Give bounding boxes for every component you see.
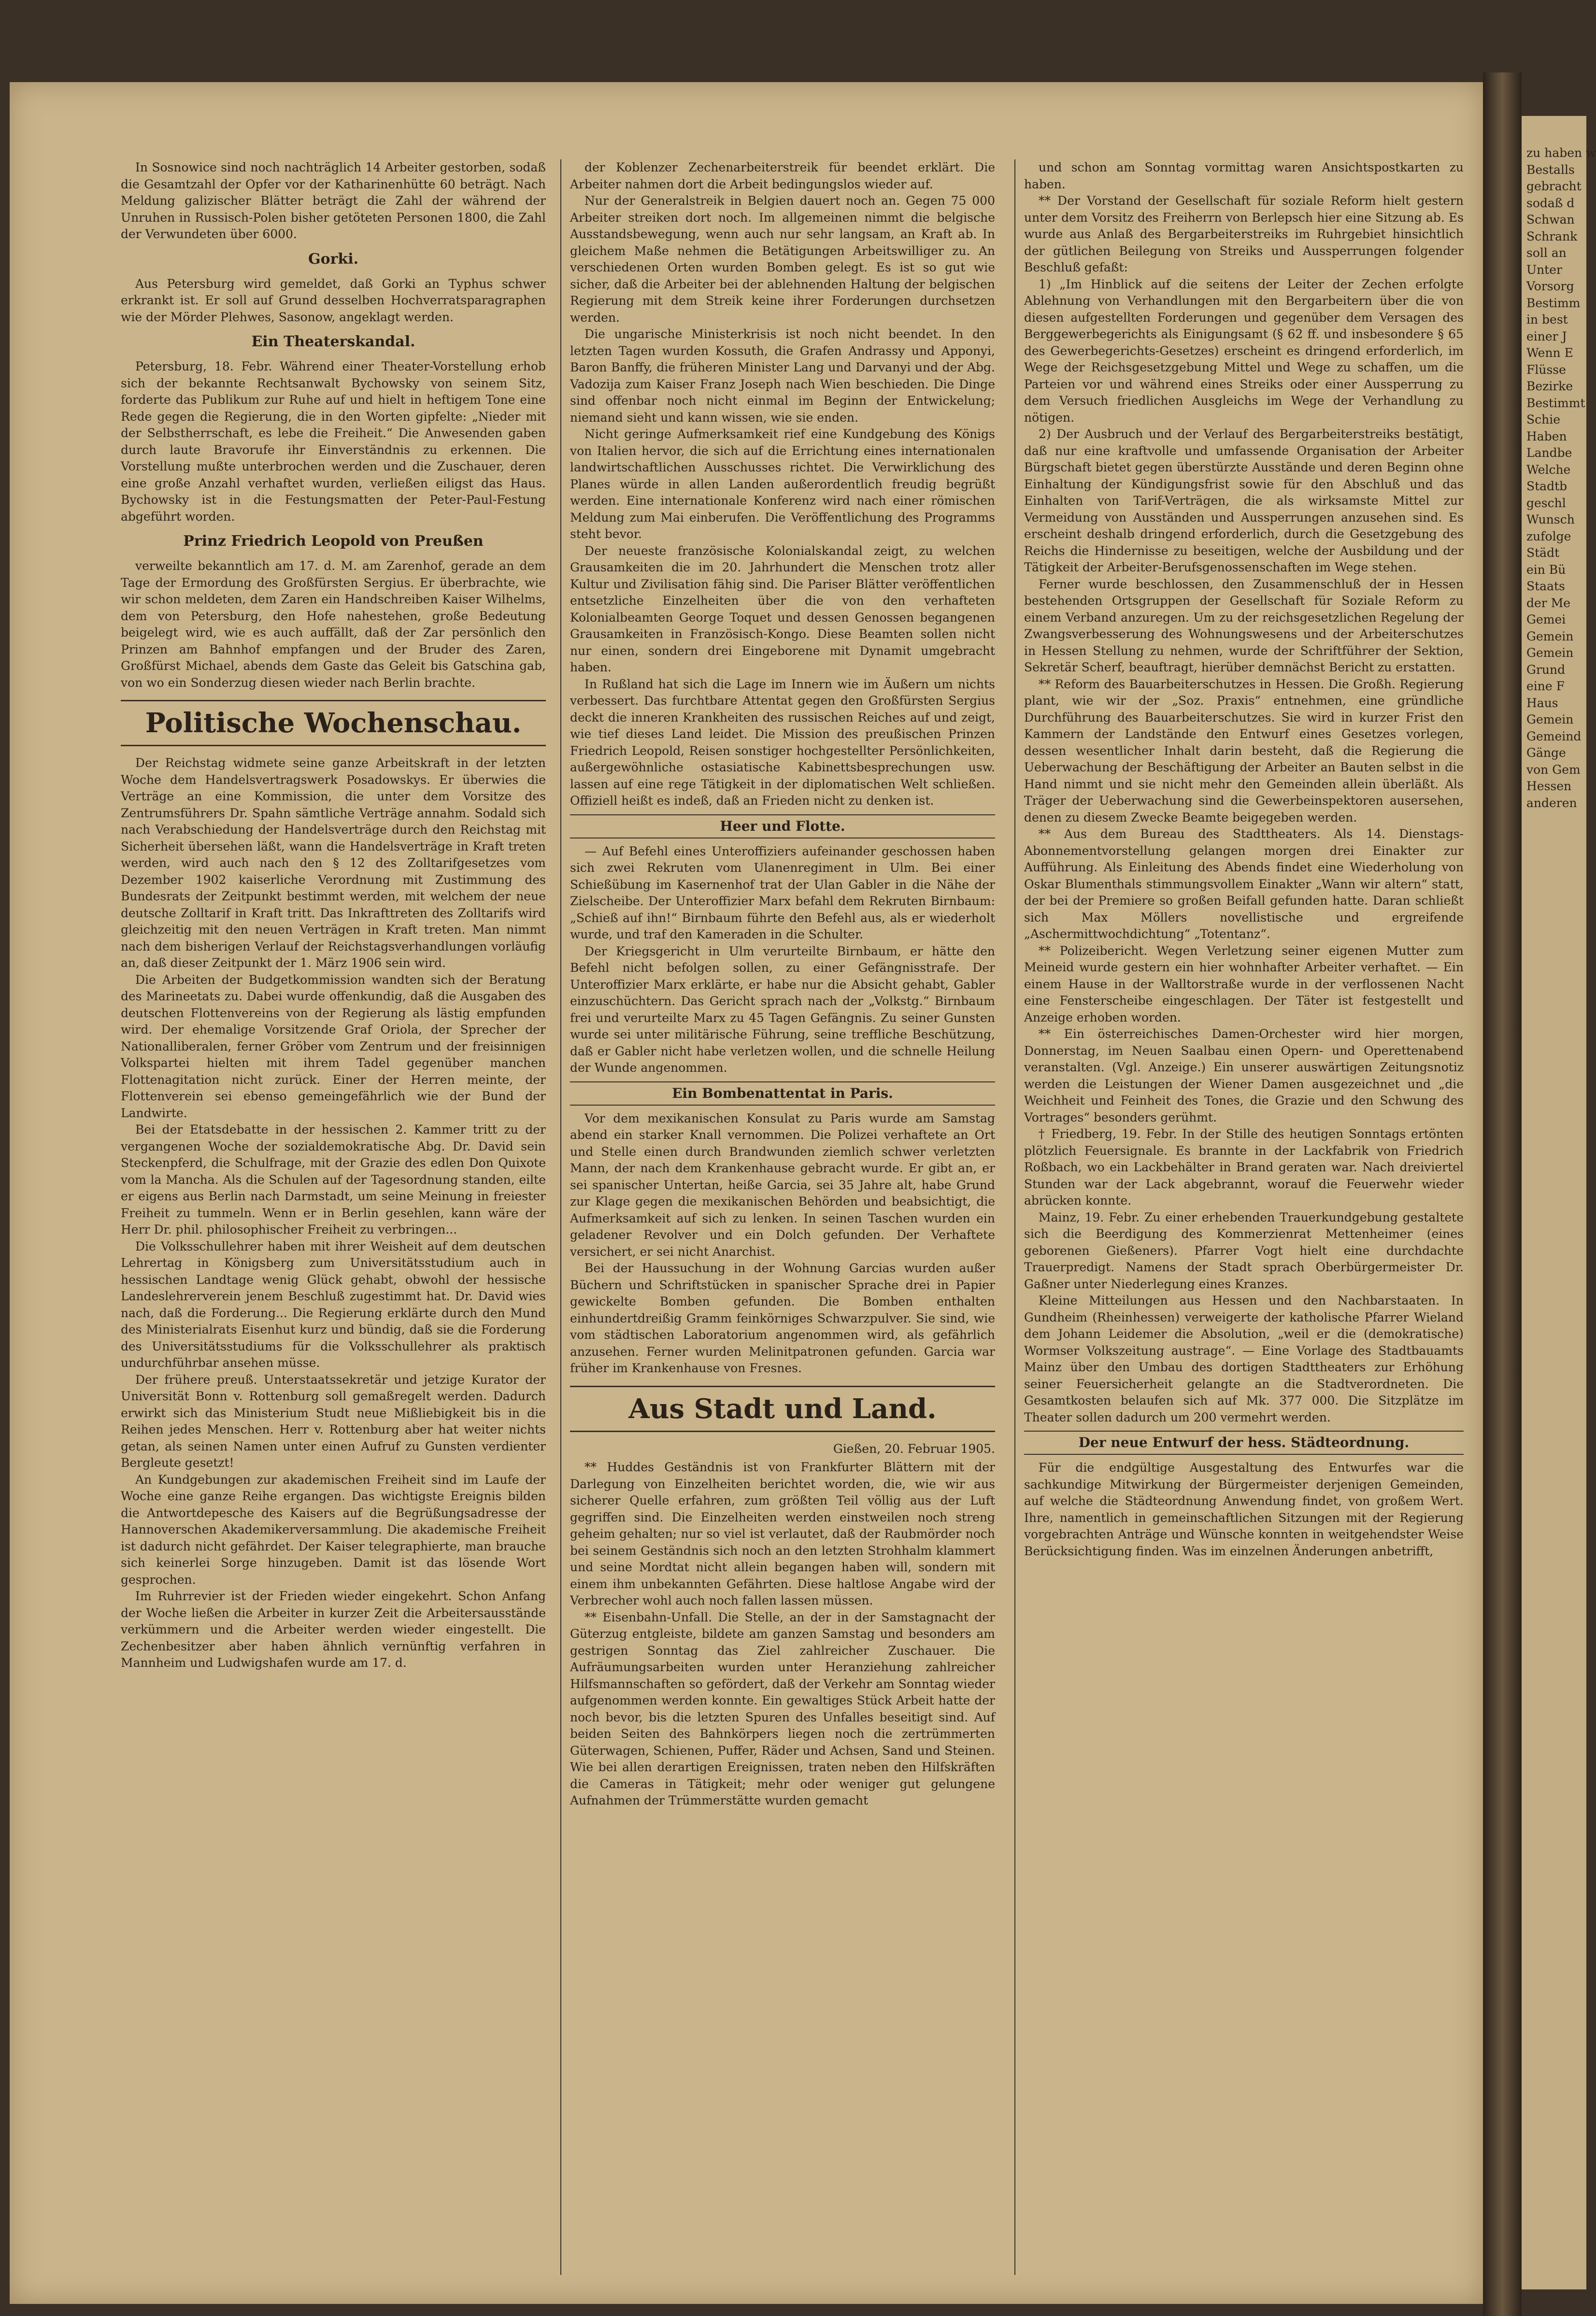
- article-text: ** Reform des Bauarbeiterschutzes in Hessen. Die Großh. Regierung plant, wie wir der „Soz. Praxis“ entnehmen, eine gründliche Durchführung des Bauarbeiterschutzes. Sie wird in kurzer Frist den Kammern der Landstände den Entwurf eines Gesetzes vorlegen, dessen wesentlicher Inhalt darin besteht, daß die Regierung die Ueberwachung der Beschäftigung der Arbeiter an Bauten selbst in die Hand nimmt und sie nicht mehr den Gemeinden allein überläßt. Als Träger der Ueberwachung sind die Gewerbeinspektoren ausersehen, denen zu diesem Zwecke Beamte beigegeben werden.: [1024, 677, 1464, 824]
- facing-page-line: in best: [1526, 313, 1568, 327]
- article-text: † Friedberg, 19. Febr. In der Stille des heutigen Sonntags ertönten plötzlich Feuersignale. Es brannte in der Lackfabrik von Friedrich Roßbach, wo ein Lackbehälter in Brand geraten war. Nach dreiviertel Stunden war der Lack abgebrannt, worauf die Feuerwehr wieder abrücken konnte.: [1024, 1127, 1464, 1208]
- facing-page-edge: [1522, 116, 1596, 2289]
- article-text: Der frühere preuß. Unterstaatssekretär und jetzige Kurator der Universität Bonn v. Rottenburg soll gemaßregelt werden. Dadurch erwirkt sich das Ministerium Studt neue Mißliebigkeit bis in die Reihen jedes Menschen. Herr v. Rottenburg aber hat weiter nichts getan, als seinen Namen unter einen Aufruf zu Gunsten verdienter Bergleute gesetzt!: [121, 1372, 546, 1470]
- column-1: [121, 159, 546, 1672]
- section-heading: Gorki.: [308, 250, 359, 268]
- facing-page-line: Gemeind: [1526, 729, 1582, 743]
- facing-page-line: Bestimm: [1526, 296, 1581, 310]
- article-text: ** Eisenbahn-Unfall. Die Stelle, an der in der Samstagnacht der Güterzug entgleiste, bildete am ganzen Samstag und besonders am gestrigen Sonntag das Ziel zahlreicher Zuschauer. Die Aufräumungsarbeiten wurden unter Heranziehung zahlreicher Hilfsmannschaften so gefördert, daß der Verkehr am Sonntag wieder aufgenommen werden konnte. Ein gewaltiges Stück Arbeit hatte der noch bevor, bis die letzten Spuren des Unfalles beseitigt sind. Auf beiden Seiten des Bahnkörpers liegen noch die zertrümmerten Güterwagen, Schienen, Puffer, Räder und Achsen, Sand und Steinen. Wie bei allen derartigen Ereignissen, traten neben den Hilfskräften die Cameras in Tätigkeit; mehr oder weniger gut gelungene Aufnahmen der Trümmerstätte wurden gemacht: [570, 1610, 995, 1807]
- article-text: Vor dem mexikanischen Konsulat zu Paris wurde am Samstag abend ein starker Knall vernommen. Die Polizei verhaftete an Ort und Stelle einen durch Brandwunden ziemlich schwer verletzten Mann, der nach dem Krankenhause gebracht wurde. Er gibt an, er sei spanischer Untertan, heiße Garcia, sei 35 Jahre alt, habe Grund zur Klage gegen die mexikanischen Behörden und beabsichtigt, die Aufmerksamkeit auf sich zu lenken. In seinen Taschen wurden ein geladener Revolver und ein Dolch gefunden. Der Verhaftete versichert, er sei nicht Anarchist.: [570, 1111, 995, 1259]
- section-heading: Heer und Flotte.: [570, 814, 995, 838]
- article-text: ** Huddes Geständnis ist von Frankfurter Blättern mit der Darlegung von Einzelheiten berichtet worden, die, wie wir aus sicherer Quelle erfahren, zum größten Teil völlig aus der Luft gegriffen sind. Die Einzelheiten werden einstweilen noch streng geheim gehalten; nur so viel ist verlautet, daß der Raubmörder noch bei seinem Geständnis sich noch an den letzten Strohhalm klammert und seine Mordtat nicht allein begangen haben will, sondern mit einem ihm unbekannten Gefährten. Diese haltlose Angabe wird der Verbrecher wohl auch noch fallen lassen müssen.: [570, 1460, 995, 1607]
- facing-page-line: Stadtb: [1526, 479, 1568, 493]
- column-rule: [560, 159, 561, 2275]
- facing-page-line: der Me: [1526, 596, 1571, 610]
- facing-page-line: Welche: [1526, 462, 1571, 477]
- facing-page-line: Gänge: [1526, 746, 1566, 760]
- article-text: Aus Petersburg wird gemeldet, daß Gorki an Typhus schwer erkrankt ist. Er soll auf Grund desselben Hochverratsparagraphen wie der Mörder Plehwes, Sasonow, angeklagt werden.: [121, 276, 546, 324]
- facing-page-line: gebracht: [1526, 179, 1582, 193]
- dateline: Gießen, 20. Februar 1905.: [833, 1441, 995, 1456]
- facing-page-line: zu haben w: [1526, 146, 1596, 160]
- article-text: An Kundgebungen zur akademischen Freiheit sind im Laufe der Woche eine ganze Reihe ergangen. Das wichtigste Ereignis bilden die Antwortdepesche des Kaisers auf die Begrüßungsadresse der Hannoverschen Akademikerversammlung. Die akademische Freiheit ist dadurch nicht gefährdet. Der Kaiser telegraphierte, man brauche sich keinerlei Sorge hinzugeben. Damit ist das lösende Wort gesprochen.: [121, 1472, 546, 1587]
- column-2: [570, 159, 995, 1809]
- article-text: Die ungarische Ministerkrisis ist noch nicht beendet. In den letzten Tagen wurden Kossuth, die Grafen Andrassy und Apponyi, Baron Banffy, die früheren Minister Lang und Darvanyi und der Abg. Vadozija zum Kaiser Franz Joseph nach Wien beschieden. Die Dinge sind offenbar noch nicht einmal im Beginn der Entwickelung; niemand sieht und kann wissen, wie sie enden.: [570, 327, 995, 425]
- facing-page-line: Gemein: [1526, 712, 1574, 726]
- facing-page-line: eine F: [1526, 679, 1565, 693]
- article-text: Im Ruhrrevier ist der Frieden wieder eingekehrt. Schon Anfang der Woche ließen die Arbeiter in kurzer Zeit die Arbeitersausstände verkümmern und die Arbeiter werden wieder eingestellt. Die Zechenbesitzer aber haben ähnlich vernünftig verfahren in Mannheim und Ludwigshafen wurde am 17. d.: [121, 1589, 546, 1670]
- facing-page-line: Gemein: [1526, 646, 1574, 660]
- section-title: Politische Wochenschau.: [121, 700, 546, 746]
- article-text: verweilte bekanntlich am 17. d. M. am Zarenhof, gerade an dem Tage der Ermordung des Großfürsten Sergius. Er überbrachte, wie wir schon meldeten, dem Zaren ein Handschreiben Kaiser Wilhelms, dem von Petersburg, den Hofe nahestehen, große Bedeutung beigelegt wird, wie es auch auffällt, daß der Zar persönlich den Prinzen am Bahnhof empfangen und der Bruder des Zaren, Großfürst Michael, abends dem Gaste das Geleit bis Gatschina gab, von wo ein Sonderzug diesen wieder nach Berlin brachte.: [121, 559, 546, 690]
- section-heading: Prinz Friedrich Leopold von Preußen: [183, 533, 484, 550]
- facing-page-line: Bestalls: [1526, 162, 1575, 177]
- article-text: In Rußland hat sich die Lage im Innern wie im Äußern um nichts verbessert. Das furchtbare Attentat gegen den Großfürsten Sergius deckt die inneren Krankheiten des russischen Reiches auf und zeigt, wie tief dieses Land leidet. Die Mission des preußischen Prinzen Friedrich Leopold, Reisen sonstiger hochgestellter Persönlichkeiten, außergewöhnliche ostasiatische Kabinettsbesprechungen usw. lassen auf eine rege Tätigkeit in der diplomatischen Welt schließen. Offiziell heißt es indeß, daß an Frieden nicht zu denken ist.: [570, 677, 995, 808]
- article-text: 2) Der Ausbruch und der Verlauf des Bergarbeiterstreiks bestätigt, daß nur eine kraftvolle und umfassende Organisation der Arbeiter Bürgschaft bietet gegen überstürzte Ausstände und deren Beginn ohne Einhaltung der Kündigungsfrist sowie für den Abschluß und das Einhalten von Tarif-Verträgen, die als wirksamste Mittel zur Vermeidung von Ausständen und Aussperrungen anzusehen sind. Es erscheint deshalb dringend erforderlich, durch die Gesetzgebung des Reichs die Hindernisse zu beseitigen, welche der Ausbildung und der Tätigkeit der Arbeiter-Berufsgenossenschaften im Wege stehen.: [1024, 427, 1464, 574]
- section-heading: Ein Theaterskandal.: [251, 333, 415, 350]
- facing-page-line: Haus: [1526, 696, 1558, 710]
- article-text: Petersburg, 18. Febr. Während einer Theater-Vorstellung erhob sich der bekannte Rechtsanwalt Bychowsky von seinem Sitz, forderte das Publikum zur Ruhe auf und hielt in heftigem Tone eine Rede gegen die Regierung, die in den Worten gipfelte: „Nieder mit der Selbstherrschaft, es lebe die Freiheit.“ Die Anwesenden gaben durch laute Bravorufe ihr Einverständnis zu erkennen. Die Vorstellung mußte unterbrochen werden und die Zuschauer, deren eine große Anzahl verhaftet wurden, verließen eiligst das Haus. Bychowsky ist in die Festungsmatten der Peter-Paul-Festung abgeführt worden.: [121, 359, 546, 524]
- facing-page-line: Grund: [1526, 662, 1566, 677]
- facing-page-line: geschl: [1526, 496, 1566, 510]
- article-text: ** Ein österreichisches Damen-Orchester wird hier morgen, Donnerstag, im Neuen Saalbau einen Opern- und Operettenabend veranstalten. (Vgl. Anzeige.) Ein unserer auswärtigen Zeitungsnotiz werden die Leistungen der Wiener Damen ausgezeichnet und „die Weichheit und Feinheit des Tones, die Grazie und den Schwung des Vortrages“ besonders gerühmt.: [1024, 1027, 1464, 1124]
- article-text: In Sosnowice sind noch nachträglich 14 Arbeiter gestorben, sodaß die Gesamtzahl der Opfer vor der Katharinenhütte 60 beträgt. Nach Meldung galizischer Blätter beträgt die Zahl der während der Unruhen in Russisch-Polen bisher getöteten Personen 1800, die Zahl der Verwundeten über 6000.: [121, 160, 546, 241]
- facing-page-line: Unter: [1526, 262, 1562, 277]
- facing-page-line: Flüsse: [1526, 362, 1566, 377]
- facing-page-line: Hessen: [1526, 779, 1572, 793]
- article-text: und schon am Sonntag vormittag waren Ansichtspostkarten zu haben.: [1024, 160, 1464, 191]
- article-text: Kleine Mitteilungen aus Hessen und den Nachbarstaaten. In Gundheim (Rheinhessen) verweigerte der katholische Pfarrer Wieland dem Johann Leidemer die Absolution, „weil er die (demokratische) Wormser Volkszeitung austrage“. — Eine Vorlage des Stadtbauamts Mainz über den Umbau des dortigen Stadttheaters zur Erhöhung seiner Feuersicherheit gelangte an die Stadtverordneten. Die Gesamtkosten belaufen sich auf Mk. 377 000. Die Sitzplätze im Theater sollen dadurch um 200 vermehrt werden.: [1024, 1293, 1464, 1424]
- article-text: Für die endgültige Ausgestaltung des Entwurfes war die sachkundige Mitwirkung der Bürgermeister derjenigen Gemeinden, auf welche die Städteordnung Anwendung findet, von großem Wert. Ihre, namentlich in gemeinschaftlichen Sitzungen mit der Regierung vorgebrachten Anträge und Wünsche konnten in weitgehendster Weise Berücksichtigung finden. Was im einzelnen Änderungen anbetrifft,: [1024, 1461, 1464, 1558]
- section-heading: Ein Bombenattentat in Paris.: [570, 1081, 995, 1106]
- article-text: Die Volksschullehrer haben mit ihrer Weisheit auf dem deutschen Lehrertag in Königsberg zum Universitätsstudium auch in hessischen Landtage wenig Glück gehabt, obwohl der hessische Landeslehrerverein jenem Beschluß zugestimmt hat. Dr. David wies nach, daß die Forderung... Die Regierung erklärte durch den Mund des Ministerialrats Eisenhut kurz und bündig, daß sie die Forderung des Universitätsstudiums für die Volksschullehrer als praktisch undurchführbar ansehen müsse.: [121, 1239, 546, 1370]
- article-text: Bei der Haussuchung in der Wohnung Garcias wurden außer Büchern und Schriftstücken in spanischer Sprache drei in Papier gewickelte Bomben gefunden. Die Bomben enthalten einhundertdreißig Gramm feinkörniges Schwarzpulver. Sie sind, wie vom städtischen Laboratorium angenommen wird, als gefährlich anzusehen. Ferner wurden Melinitpatronen gefunden. Garcia war früher im Krankenhause von Fresnes.: [570, 1261, 995, 1375]
- section-heading: Der neue Entwurf der hess. Städteordnung.: [1024, 1431, 1464, 1455]
- article-text: Bei der Etatsdebatte in der hessischen 2. Kammer tritt zu der vergangenen Woche der sozialdemokratische Abg. Dr. David sein Steckenpferd, die Schulfrage, mit der Grazie des edlen Don Quixote vom la Mancha. Als die Schulen auf der Tagesordnung standen, eilte er eigens aus Berlin nach Darmstadt, um seine Meinung in freiester Freiheit zu tummeln. Wenn er in Berlin gesehlen, kann wäre der Herr Dr. phil. philosophischer Freiheit zu verbringen...: [121, 1122, 546, 1236]
- article-text: Der Reichstag widmete seine ganze Arbeitskraft in der letzten Woche dem Handelsvertragswerk Posadowskys. Er überwies die Verträge an eine Kommission, die unter dem Vorsitze des Zentrumsführers Dr. Spahn sämtliche Verträge annahm. Sodald sich nach Verabschiedung der Handelsverträge durch den Reichstag mit Sicherheit übersehen läßt, wann die Handelsverträge in Kraft treten werden, wird auch nach den § 12 des Zolltarifgesetzes vom Dezember 1902 kaiserliche Verordnung mit Zustimmung des Bundesrats der Zeitpunkt bestimmt werden, mit welchem der neue deutsche Zolltarif in Kraft tritt. Das Inkrafttreten des Zolltarifs wird gleichzeitig mit den neuen Verträgen in Kraft treten. Man nimmt nach dem bisherigen Verlauf der Reichstagsverhandlungen vorläufig an, daß dieser Zeitpunkt der 1. März 1906 sein wird.: [121, 756, 546, 970]
- facing-page-line: Vorsorg: [1526, 279, 1574, 293]
- column-rule: [1014, 159, 1015, 2275]
- facing-page-line: anderen: [1526, 796, 1577, 810]
- facing-page-line: Gemein: [1526, 629, 1574, 643]
- article-text: Nur der Generalstreik in Belgien dauert noch an. Gegen 75 000 Arbeiter streiken dort noch. Im allgemeinen nimmt die belgische Ausstandsbewegung, wenn auch nur sehr langsam, an Kraft ab. In gleichem Maße nehmen die Betätigungen Arbeitswilliger zu. An verschiedenen Orten wurden Bomben gelegt. Es ist so gut wie sicher, daß die Arbeiter bei der ablehnenden Haltung der belgischen Regierung mit dem Streik keine ihrer Forderungen durchsetzen werden.: [570, 194, 995, 325]
- article-text: Die Arbeiten der Budgetkommission wandten sich der Beratung des Marineetats zu. Dabei wurde offenkundig, daß die Ausgaben des deutschen Flottenvereins von der Regierung als lästig empfunden wird. Der ehemalige Vorsitzende Graf Oriola, der Sprecher der Nationalliberalen, ferner Gröber vom Zentrum und der freisinnigen Volkspartei hielten mit ihrem Tadel gegenüber manchen Flottenagitation nicht zurück. Einer der Herren meinte, der Flottenverein sei ebenso gemeingefährlich wie der Bund der Landwirte.: [121, 972, 546, 1120]
- article-text: Mainz, 19. Febr. Zu einer erhebenden Trauerkundgebung gestaltete sich die Beerdigung des Kommerzienrat Mettenheimer (eines geborenen Gießeners). Pfarrer Vogt hielt eine durchdachte Trauerpredigt. Namens der Stadt sprach Oberbürgermeister Dr. Gaßner unter Niederlegung eines Kranzes.: [1024, 1210, 1464, 1291]
- facing-page-line: Staats: [1526, 579, 1565, 593]
- facing-page-line: ein Bü: [1526, 562, 1566, 577]
- facing-page-line: sodaß d: [1526, 196, 1575, 210]
- article-text: 1) „Im Hinblick auf die seitens der Leiter der Zechen erfolgte Ablehnung von Verhandlungen mit den Bergarbeitern über die von diesen aufgestellten Forderungen und gegenüber dem Versagen des Berggewerbegerichts als Einigungsamt (§ 62 ff. und insbesondere § 65 des Gewerbegerichts-Gesetzes) erscheint es dringend erforderlich, im Wege der Reichsgesetzgebung Mittel und Wege zu schaffen, um die Parteien vor und während eines Streiks oder einer Aussperrung zu dem Versuch friedlichen Ausgleichs im Wege der Verhandlung zu nötigen.: [1024, 277, 1464, 425]
- article-text: Der neueste französische Kolonialskandal zeigt, zu welchen Grausamkeiten die im 20. Jahrhundert die Menschen trotz aller Kultur und Zivilisation fähig sind. Die Pariser Blätter veröffentlichen entsetzliche Einzelheiten über die von den verhafteten Kolonialbeamten George Toquet und dessen Genossen begangenen Grausamkeiten in Französisch-Kongo. Diese Beamten sollen nicht nur einen, sondern drei Eingeborene mit Dynamit umgebracht haben.: [570, 543, 995, 674]
- facing-page-line: von Gem: [1526, 762, 1581, 777]
- article-text: Nicht geringe Aufmerksamkeit rief eine Kundgebung des Königs von Italien hervor, die sich auf die Errichtung eines internationalen landwirtschaftlichen Ausschusses richtet. Die Verwirklichung des Planes würde in allen Landen außerordentlich freudig begrüßt werden. Eine internationale Konferenz wird nach einer römischen Meldung zum Mai einberufen. Die Veröffentlichung des Programms steht bevor.: [570, 427, 995, 541]
- facing-page-line: Wenn E: [1526, 346, 1573, 360]
- article-text: Ferner wurde beschlossen, den Zusammenschluß der in Hessen bestehenden Ortsgruppen der Gesellschaft für Soziale Reform zu einem Verband anzuregen. Um zu der reichsgesetzlichen Regelung der Zwangsverbesserung des Wohnungswesens und der Arbeiterschutzes in Hessen Stellung zu nehmen, wurde der Schriftführer der Sektion, Sekretär Scherf, beauftragt, hierüber demnächst Bericht zu erstatten.: [1024, 577, 1464, 674]
- facing-page-line: zufolge: [1526, 529, 1571, 543]
- facing-page-line: Schrank: [1526, 229, 1578, 243]
- facing-page-line: Bezirke: [1526, 379, 1573, 393]
- facing-page-line: Haben: [1526, 429, 1567, 443]
- article-text: der Koblenzer Zechenarbeiterstreik für beendet erklärt. Die Arbeiter nahmen dort die Arbeit bedingungslos wieder auf.: [570, 160, 995, 191]
- article-text: Der Kriegsgericht in Ulm verurteilte Birnbaum, er hätte den Befehl nicht befolgen sollen, zu einer Gefängnisstrafe. Der Unteroffizier Marx erklärte, er habe nur die Absicht gehabt, Gabler einzuschüchtern. Das Gericht sprach nach der „Volkstg.“ Birnbaum frei und verurteilte Marx zu 45 Tagen Gefängnis. Zu seiner Gunsten wurde sei unter militärische Führung, seine treffliche Beschützung, daß er Gabler nicht habe verletzen wollen, und die schnelle Heilung der Wunde angenommen.: [570, 944, 995, 1075]
- facing-page-line: einer J: [1526, 329, 1567, 343]
- facing-page-line: soll an: [1526, 246, 1567, 260]
- facing-page-line: Bestimmt: [1526, 396, 1585, 410]
- facing-page-line: Schwan: [1526, 213, 1575, 227]
- facing-page-line: Wunsch: [1526, 512, 1575, 526]
- article-text: ** Polizeibericht. Wegen Verletzung seiner eigenen Mutter zum Meineid wurde gestern ein hier wohnhafter Arbeiter verhaftet. — Ein einem Hause in der Walltorstraße wurde in der verflossenen Nacht eine Fensterscheibe eingeschlagen. Der Täter ist festgestellt und Anzeige erhoben worden.: [1024, 943, 1464, 1024]
- article-text: ** Der Vorstand der Gesellschaft für soziale Reform hielt gestern unter dem Vorsitz des Freiherrn von Berlepsch hier eine Sitzung ab. Es wurde aus Anlaß des Bergarbeiterstreiks im Ruhrgebiet hinsichtlich der gütlichen Beilegung von Streiks und Aussperrungen folgender Beschluß gefaßt:: [1024, 194, 1464, 274]
- facing-page-line: Gemei: [1526, 612, 1566, 626]
- facing-page-line: Städt: [1526, 546, 1560, 560]
- book-gutter: [1483, 72, 1522, 2316]
- article-text: — Auf Befehl eines Unteroffiziers aufeinander geschossen haben sich zwei Rekruten vom Ulanenregiment in Ulm. Bei einer Schießübung im Kasernenhof trat der Ulan Gabler in die Nähe der Zielscheibe. Der Unteroffizier Marx befahl dem Rekruten Birnbaum: „Schieß auf ihn!“ Birnbaum führte den Befehl aus, als er wiederholt wurde, und traf den Kameraden in die Schulter.: [570, 844, 995, 941]
- facing-page-line: Landbe: [1526, 446, 1572, 460]
- facing-page-line: Schie: [1526, 412, 1561, 426]
- section-title: Aus Stadt und Land.: [570, 1386, 995, 1432]
- article-text: ** Aus dem Bureau des Stadttheaters. Als 14. Dienstags-Abonnementvorstellung gelangen morgen drei Einakter zur Aufführung. Als Einleitung des Abends findet eine Wiederholung von Oskar Blumenthals stimmungsvollem Einakter „Wann wir altern“ statt, der bei der Premiere so großen Beifall gefunden hatte. Daran schließt sich Max Möllers novellistische und ergreifende „Aschermittwochdichtung“ „Totentanz“.: [1024, 827, 1464, 941]
- column-3: [1024, 159, 1464, 1560]
